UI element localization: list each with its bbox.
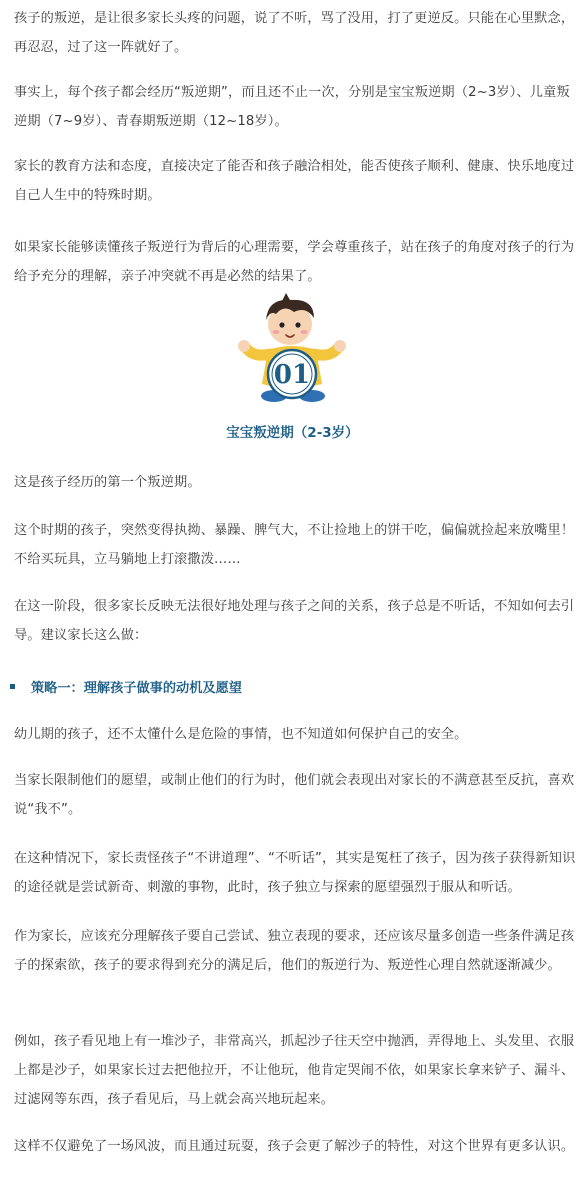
strategy-heading (10, 673, 242, 699)
strategy-paragraph-5: 例如，孩子看见地上有一堆沙子，非常高兴，抓起沙子往天空中抛洒，弄得地上、头发里、衣服上都是沙子，如果家长过去把他拉开，不让他玩，他肯定哭闹不依，如果家长拿来铲子、漏斗、过滤网等东西，孩子看见后，马上就会高兴地玩起来。 (14, 1034, 575, 1107)
section-paragraph-2: 这个时期的孩子，突然变得执拗、暴躁、脾气大，不让捡地上的饼干吃，偏偏就捡起来放嘴里！不给买玩具，立马躺地上打滚撒泼…… (14, 523, 575, 567)
intro-paragraph-3: 家长的教育方法和态度，直接决定了能否和孩子融洽相处，能否使孩子顺利、健康、快乐地度过自己人生中的特殊时期。 (14, 159, 575, 203)
strategy-title: 策略一：理解孩子做事的动机及愿望 (31, 680, 242, 696)
intro-paragraph-1: 孩子的叛逆，是让很多家长头疼的问题，说了不听，骂了没用，打了更逆反。只能在心里默念，再忍忍，过了这一阵就好了。 (14, 11, 575, 55)
intro-paragraph-4: 如果家长能够读懂孩子叛逆行为背后的心理需要，学会尊重孩子，站在孩子的角度对孩子的行为给予充分的理解，亲子冲突就不再是必然的结果了。 (14, 240, 575, 284)
strategy-paragraph-1: 幼儿期的孩子，还不太懂什么是危险的事情，也不知道如何保护自己的安全。 (14, 727, 468, 742)
strategy-paragraph-6: 这样不仅避免了一场风波，而且通过玩耍，孩子会更了解沙子的特性，对这个世界有更多认识。 (14, 1139, 575, 1154)
cartoon-boy-icon (232, 292, 352, 404)
strategy-paragraph-4: 作为家长，应该充分理解孩子要自己尝试、独立表现的要求，还应该尽量多创造一些条件满足孩子的探索欲，孩子的要求得到充分的满足后，他们的叛逆行为、叛逆性心理自然就逐渐减少。 (14, 929, 575, 973)
child-illustration (232, 292, 352, 404)
strategy-paragraph-3: 在这种情况下，家长责怪孩子“不讲道理”、“不听话”，其实是冤枉了孩子，因为孩子获得新知识的途径就是尝试新奇、刺激的事物，此时，孩子独立与探索的愿望强烈于服从和听话。 (14, 851, 576, 895)
intro-paragraph-2: 事实上，每个孩子都会经历“叛逆期”，而且还不止一次，分别是宝宝叛逆期（2~3岁）、儿童叛逆期（7~9岁）、青春期叛逆期（12~18岁）。 (14, 85, 570, 129)
strategy-paragraph-2: 当家长限制他们的愿望，或制止他们的行为时，他们就会表现出对家长的不满意甚至反抗，喜欢说“我不”。 (14, 773, 575, 817)
square-bullet-icon (10, 684, 15, 689)
section-paragraph-1: 这是孩子经历的第一个叛逆期。 (14, 475, 201, 490)
section-caption: 宝宝叛逆期（2-3岁） (226, 425, 359, 441)
section-paragraph-3: 在这一阶段，很多家长反映无法很好地处理与孩子之间的关系，孩子总是不听话，不知如何去引导。建议家长这么做： (14, 599, 575, 643)
figure-number: 01 (273, 360, 311, 390)
